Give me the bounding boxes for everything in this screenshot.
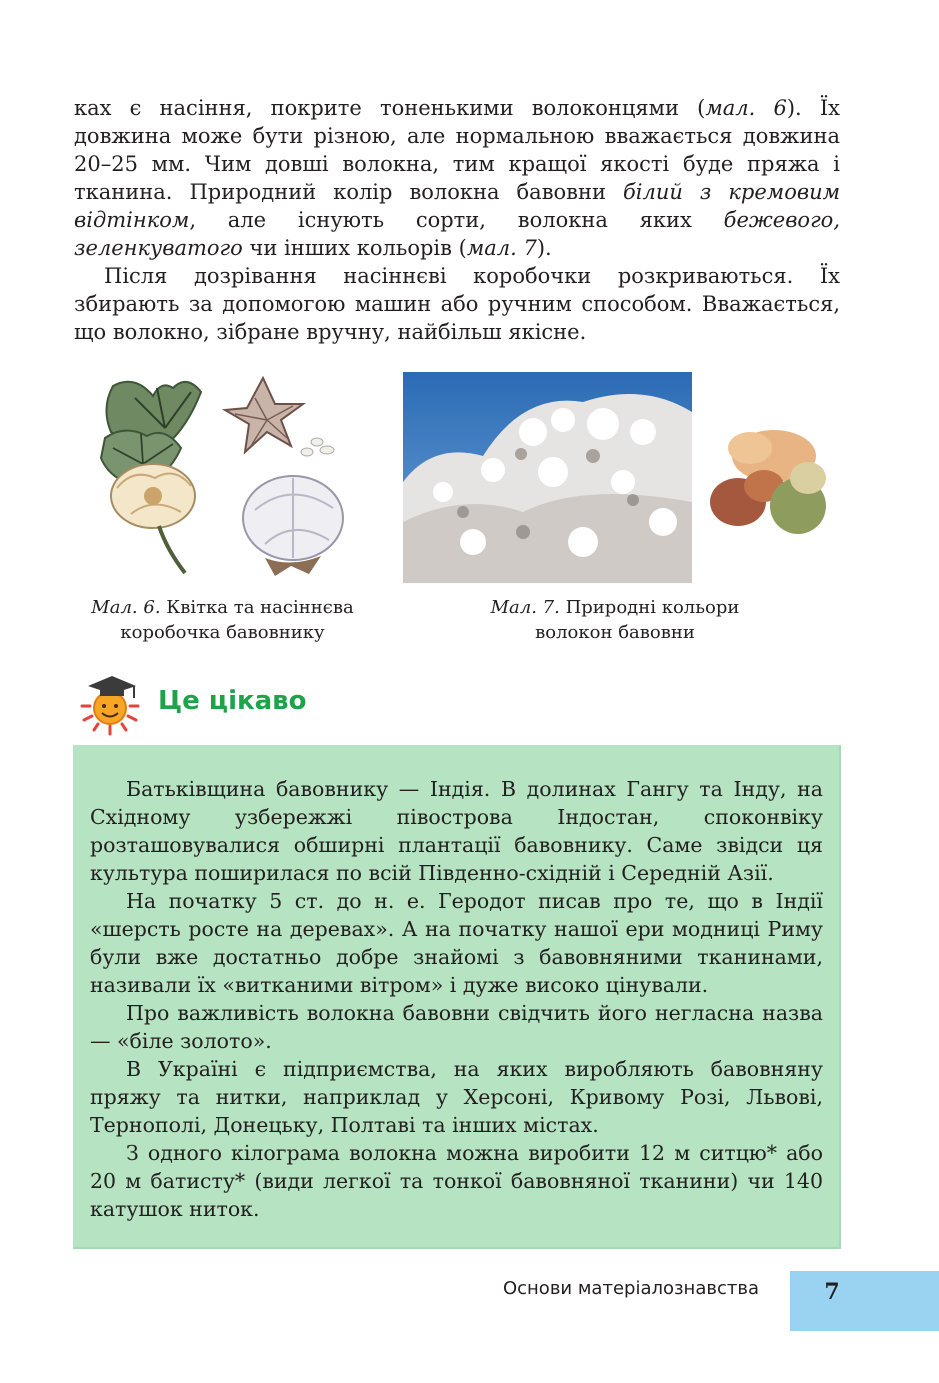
figure-reference: мал. 7 [466, 236, 537, 260]
interesting-paragraph: Батьківщина бавовнику — Індія. В долинах Гангу та Інду, на Східному узбережжі півострова Індостан, споконвіку розташовувалися обширні плантації бавовнику. Саме звідси ця культура поширилася по всій Південно-східній і Середній Азії. [90, 777, 823, 885]
figure-7-caption: Мал. 7. Природні кольори волокон бавовни [490, 597, 740, 643]
figure-6-caption: Мал. 6. Квітка та насіннєва коробочка бавовнику [91, 597, 354, 643]
interesting-paragraph: Про важливість волокна бавовни свідчить його негласна назва — «біле золото». [90, 1001, 823, 1053]
emphasis-text: бежевого, зеленкуватого [74, 208, 840, 260]
interesting-paragraph: На початку 5 ст. до н. е. Геродот писав про те, що в Індії «шерсть росте на деревах». А на початку нашої ери модниці Риму були вже достатньо добре знайомі з бавовняними тканинами, називали їх «витканими вітром» і дуже високо цінували. [90, 889, 823, 997]
interesting-heading: Це цікаво [158, 686, 307, 716]
colored-cotton-illustration [704, 418, 834, 543]
cotton-pile-photo [403, 372, 692, 583]
figure-label: Мал. 6. [91, 597, 161, 618]
body-paragraph-1: ках є насіння, покрите тоненькими волоконцями (мал. 6). Їх довжина може бути різною, але нормальною вважається довжина 20–25 мм. Чим довші волокна, тим кращої якості буде пряжа і тканина. Природний колір волокна бавовни білий з кремовим відтінком, але існують сорти, волокна яких бежевого, зеленкуватого чи інших кольорів (мал. 7). [74, 96, 841, 260]
cotton-flower-illustration [95, 368, 360, 583]
section-title-footer: Основи матеріалознавства [502, 1278, 759, 1299]
smiling-sun-graduate-icon [74, 664, 146, 736]
interesting-paragraph: З одного кілограма волокна можна виробити 12 м ситцю* або 20 м батисту* (види легкої та тонкої бавовняної тканини) чи 140 катушок ниток. [90, 1141, 823, 1221]
page-number: 7 [824, 1279, 840, 1305]
page-number-tab [790, 1271, 939, 1331]
interesting-box [73, 745, 841, 1249]
interesting-paragraph: В Україні є підприємства, на яких виробляють бавовняну пряжу та нитки, наприклад у Херсоні, Кривому Розі, Львові, Тернополі, Донецьку, Полтаві та інших містах. [90, 1057, 823, 1137]
figure-reference: мал. 6 [705, 96, 787, 120]
body-paragraph-2: Після дозрівання насіннєві коробочки розкриваються. Їх збирають за допомогою машин або ручним способом. Вважається, що волокно, зібране вручну, найбільш якісне. [74, 264, 840, 344]
figure-label: Мал. 7. [490, 597, 560, 618]
emphasis-text: білий з кремовим відтінком [74, 180, 841, 232]
